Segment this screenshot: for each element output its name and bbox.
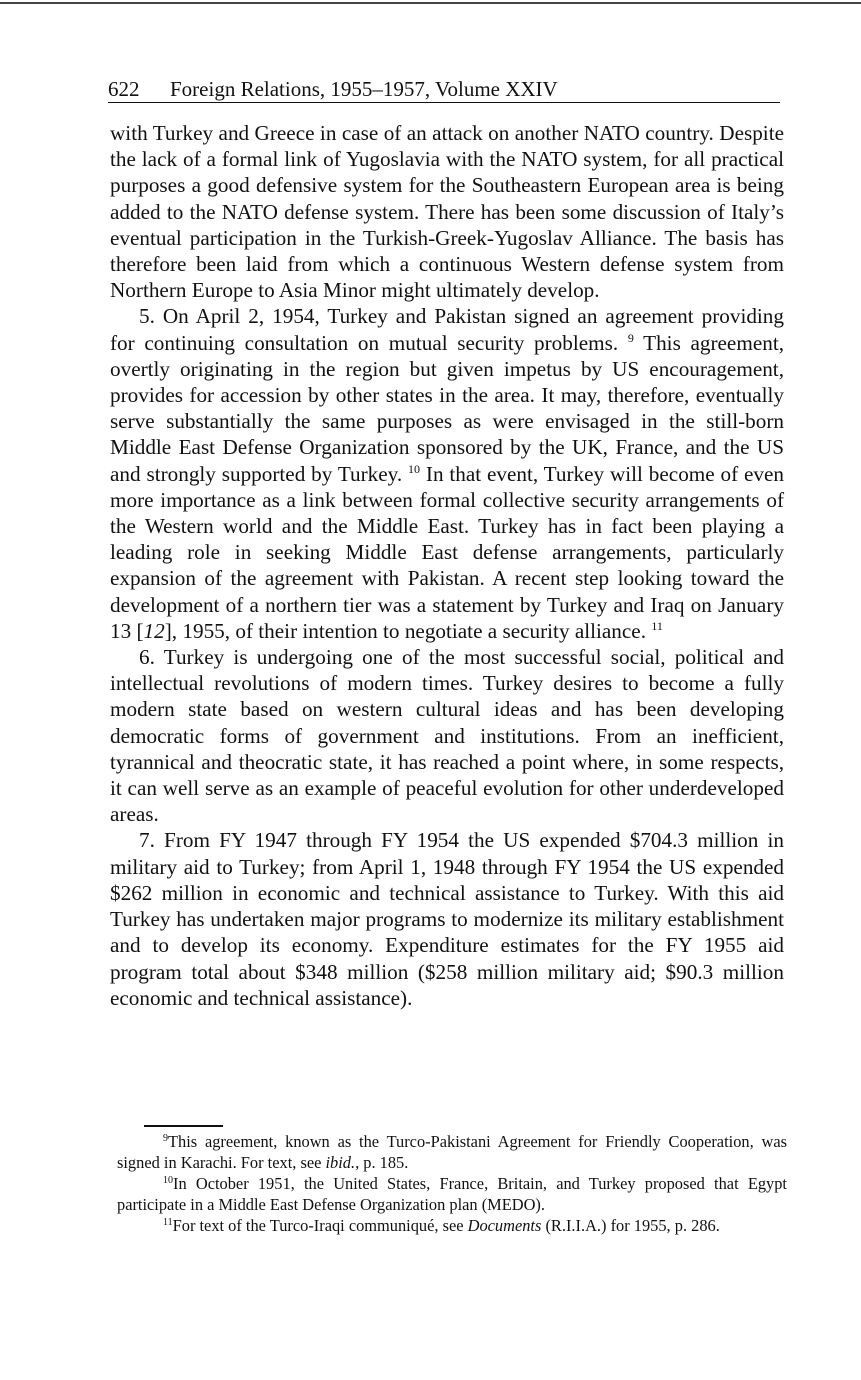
paragraph-5 <box>110 303 784 644</box>
footnote-text: (R.I.I.A.) for 1955, p. 286. <box>541 1216 720 1235</box>
footnote-10 <box>117 1173 787 1215</box>
running-header <box>108 76 780 103</box>
paragraph-5-text-3: In that event, Turkey will become of even more importance as a link between formal collective security arrangements of the Western world and the Middle East. Turkey has in fact been playing a leading role in seeking Middle East defense arrangements, particularly expansion of the agreement with Pakistan. A recent step looking toward the development of a northern tier was a statement by Turkey and Iraq on January 13 [ <box>110 461 785 643</box>
paragraph-7: 7. From FY 1947 through FY 1954 the US expended $704.3 million in military aid to Turkey; from April 1, 1948 through FY 1954 the US expended $262 million in economic and technical assistance to Turkey. With this aid Turkey has undertaken major programs to modernize its military establishment and to develop its economy. Expenditure estimates for the FY 1955 aid program total about $348 million ($258 million military aid; $90.3 million economic and technical assistance). <box>110 828 784 1010</box>
footnote-9 <box>117 1131 787 1173</box>
footnote-text: In October 1951, the United States, France, Britain, and Turkey proposed that Egypt participate in a Middle East Defense Organization plan (MEDO). <box>117 1174 787 1214</box>
paragraph-continuation: with Turkey and Greece in case of an attack on another NATO country. Despite the lack of a formal link of Yugoslavia with the NATO system, for all practical purposes a good defensive system for the Southeastern European area is being added to the NATO defense system. There has been some discussion of Italy’s eventual participation in the Turkish-Greek-Yugoslav Alliance. The basis has therefore been laid from which a continuous Western defense system from Northern Europe to Asia Minor might ultimately develop. <box>110 121 784 303</box>
footnote-italic: Documents <box>467 1216 542 1235</box>
footnote-11 <box>117 1215 787 1236</box>
footnotes <box>117 1131 787 1236</box>
paragraph-5-text-2: This agreement, overtly originating in the region but given impetus by US encouragement, provides for accession by other states in the area. It may, therefore, eventually serve substantially the same purposes as were envisaged in the still-born Middle East Defense Organization sponsored by the UK, France, and the US and strongly supported by Turkey. <box>110 330 784 486</box>
footnote-ref-11[interactable]: 11 <box>651 618 663 633</box>
footnote-text: For text of the Turco-Iraqi communiqué, see <box>172 1216 468 1235</box>
footnote-ref-9[interactable]: 9 <box>627 330 634 345</box>
paragraph-6: 6. Turkey is undergoing one of the most successful social, political and intellectual revolutions of modern times. Turkey desires to become a fully modern state based on western cultural ideas and has been developing democratic forms of government and institutions. From an inefficient, tyrannical and theocratic state, it has reached a point where, in some respects, it can well serve as an example of peaceful evolution for other underdeveloped areas. <box>110 645 784 827</box>
footnote-ref-10[interactable]: 10 <box>408 461 421 476</box>
footnote-text: This agreement, known as the Turco-Pakistani Agreement for Friendly Cooperation, was signed in Karachi. For text, see <box>117 1132 787 1172</box>
footnote-divider <box>144 1125 223 1127</box>
editorial-date-correction: 12 <box>143 618 165 643</box>
paragraph-5-text-4: ], 1955, of their intention to negotiate a security alliance. <box>164 618 647 643</box>
footnote-italic: ibid. <box>325 1153 356 1172</box>
footnote-number: 10 <box>163 1175 173 1186</box>
publication-title: Foreign Relations, 1955–1957, Volume XXIV <box>170 77 558 101</box>
paragraph-5-text-1: 5. On April 2, 1954, Turkey and Pakistan signed an agreement providing for continuing consultation on mutual security problems. <box>110 304 784 355</box>
footnote-text: , p. 185. <box>355 1153 409 1172</box>
page-number: 622 <box>108 77 140 101</box>
footnote-number: 9 <box>163 1133 168 1144</box>
scan-top-border <box>0 2 861 4</box>
footnote-number: 11 <box>163 1217 173 1228</box>
main-text <box>110 120 784 1011</box>
